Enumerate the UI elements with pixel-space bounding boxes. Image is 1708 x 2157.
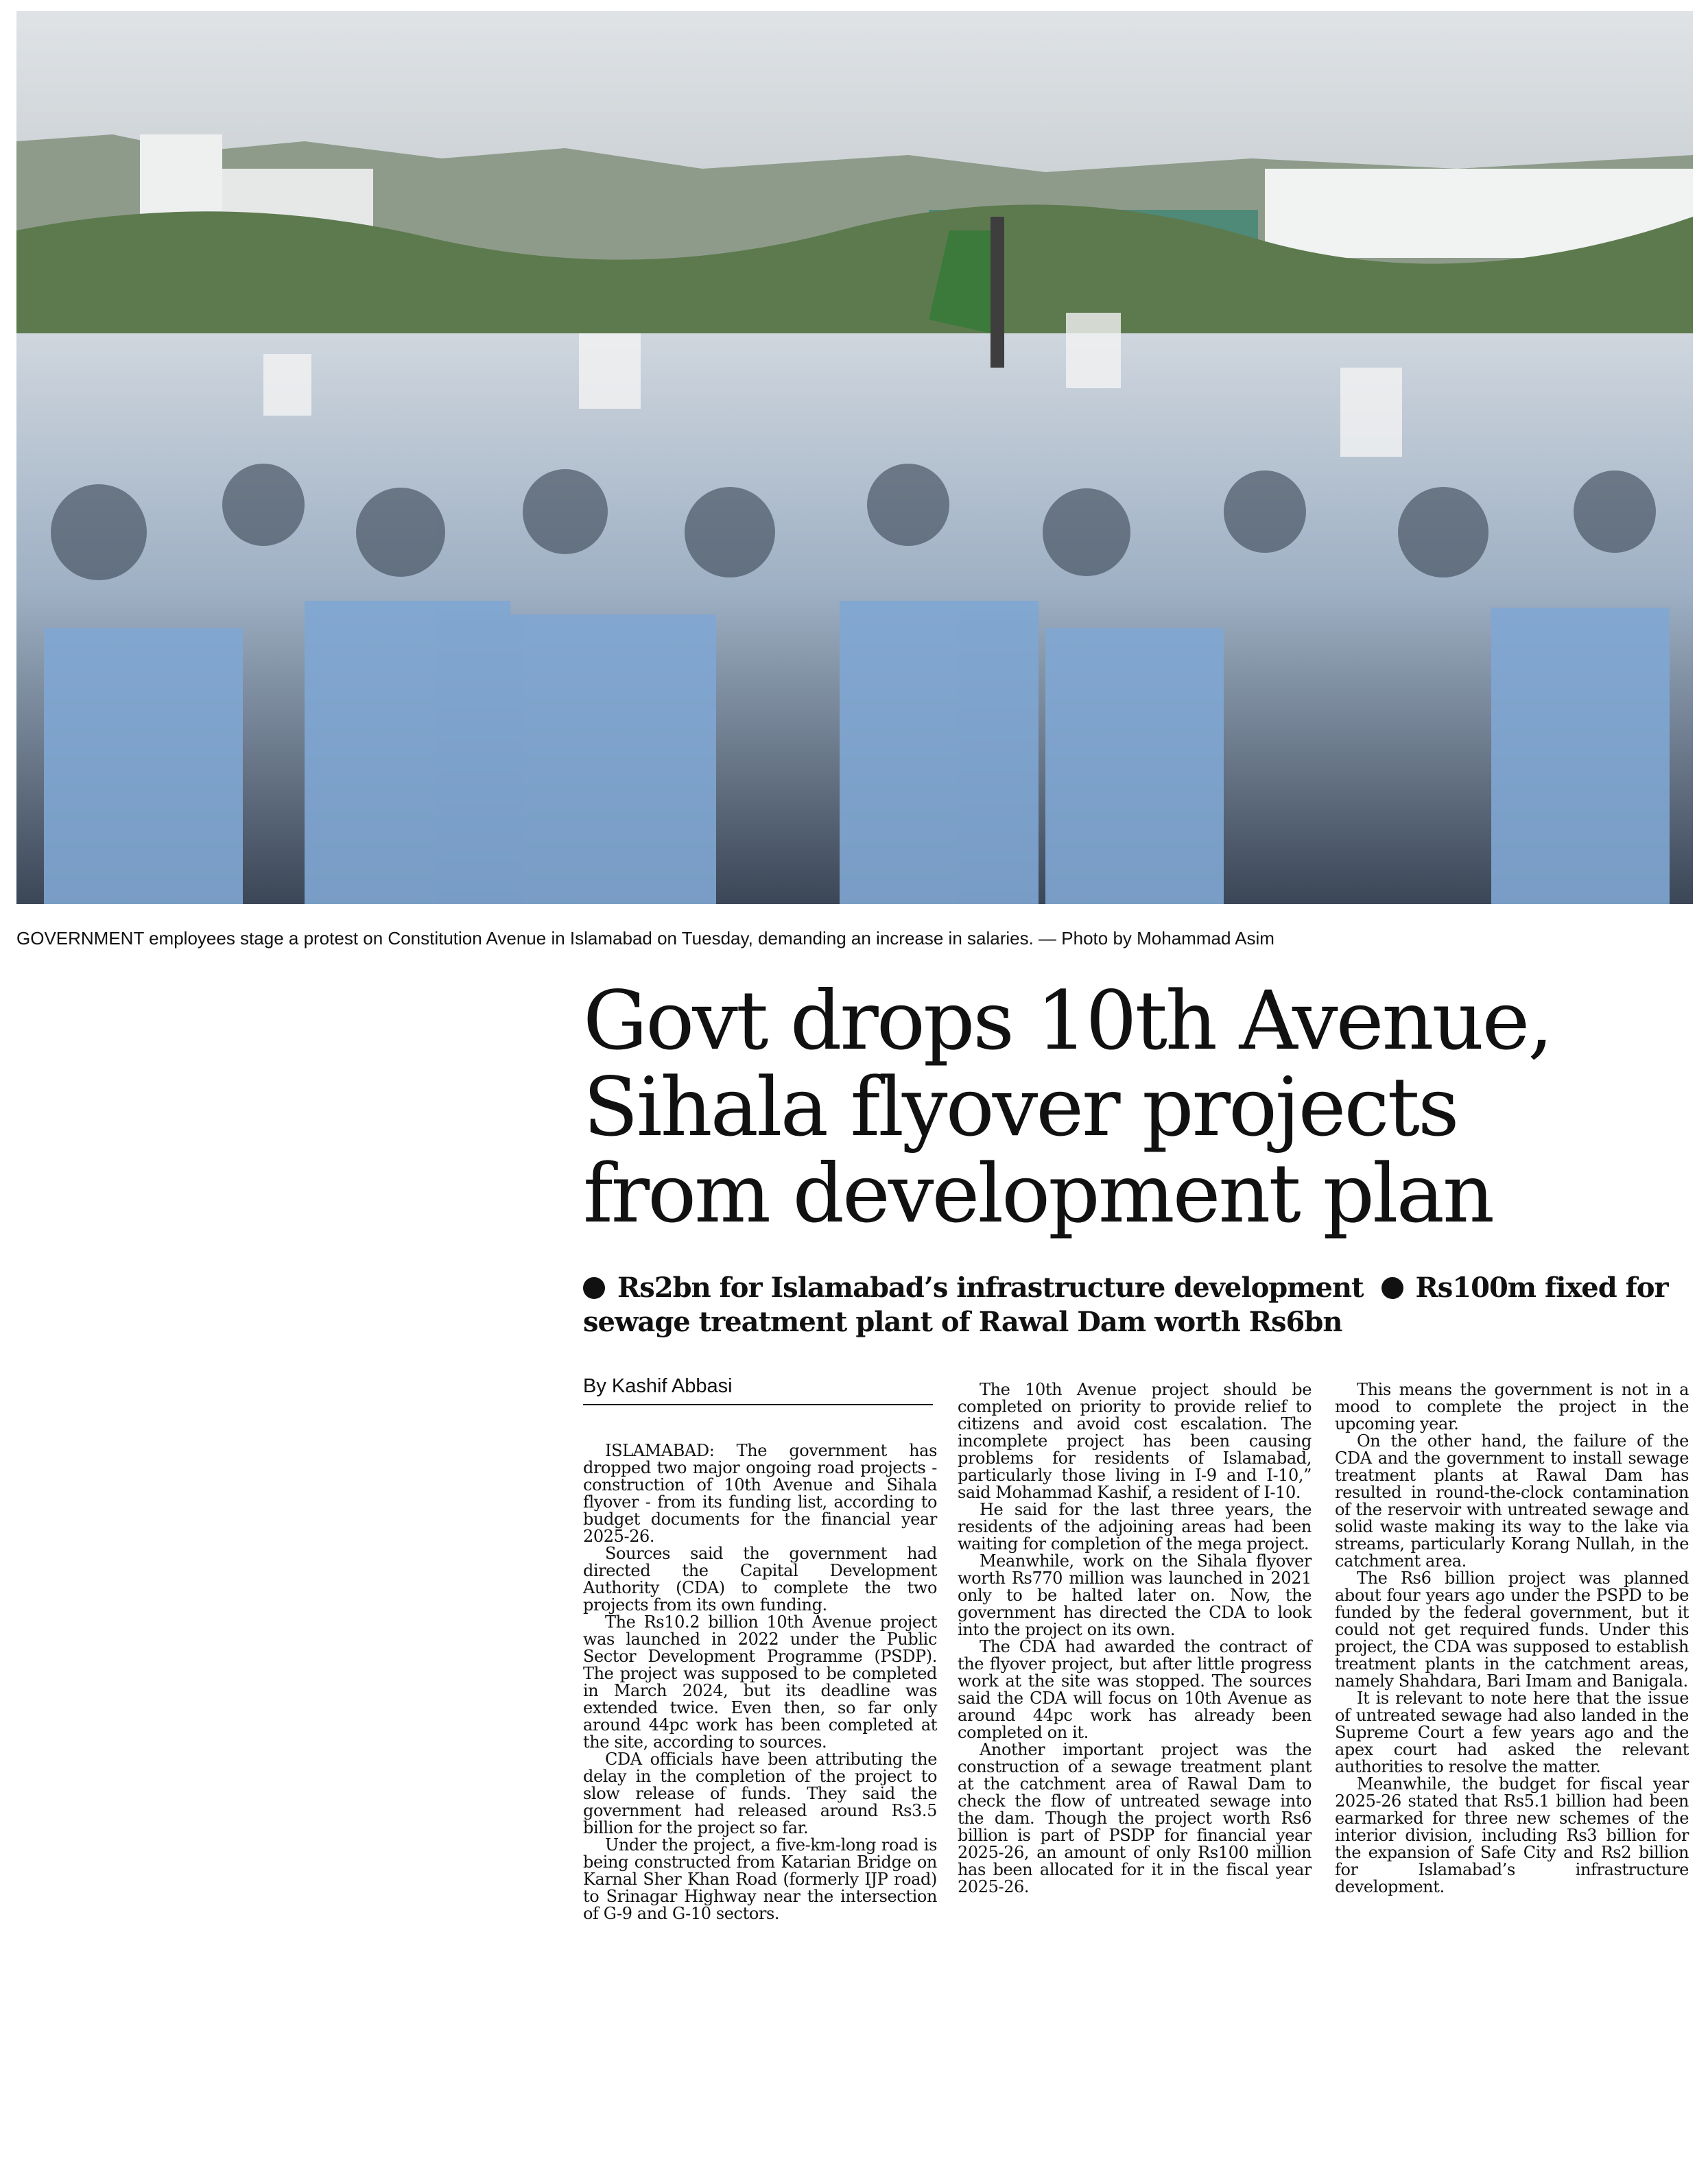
article-column-2 bbox=[958, 1381, 1312, 1896]
headline bbox=[583, 973, 1694, 1241]
paragraph: The 10th Avenue project should be completed on priority to provide relief to citizens and avoid cost escalation. The incomplete project has been causing problems for residents of Islamabad, particularly those living in I-9 and I-10,” said Mohammad Kashif, a resident of I-10. bbox=[958, 1380, 1312, 1502]
paragraph: Another important project was the construction of a sewage treatment plant at the catchment area of Rawal Dam to check the flow of untreated sewage into the dam. Though the project worth Rs6 billion is part of PSDP for financial year 2025-26, an amount of only Rs100 million has been allocated for it in the fiscal year 2025-26. bbox=[958, 1740, 1312, 1896]
news-photo bbox=[16, 11, 1693, 904]
deck-point-2a: Rs100m fixed for bbox=[1415, 1272, 1668, 1304]
paragraph: ISLAMABAD: The government has dropped two major ongoing road projects - construction of 10th Avenue and Sihala flyover - from its funding list, according to budget documents for the financial year 2025-26. bbox=[583, 1441, 937, 1546]
paragraph: CDA officials have been attributing the delay in the completion of the project to slow release of funds. They said the government had released around Rs3.5 billion for the project so far. bbox=[583, 1750, 937, 1837]
headline-line: Govt drops 10th Avenue, bbox=[583, 973, 1552, 1068]
article-column-1 bbox=[583, 1442, 937, 1922]
paragraph: The CDA had awarded the contract of the flyover project, but after little progress work at the site was stopped. The sources said the CDA will focus on 10th Avenue as around 44pc work has already been completed on it. bbox=[958, 1637, 1312, 1742]
headline-line: Sihala flyover projects bbox=[583, 1060, 1458, 1154]
paragraph: Meanwhile, work on the Sihala flyover worth Rs770 million was launched in 2021 only to be halted later on. Now, the government has directed the CDA to look into the project on its own. bbox=[958, 1551, 1312, 1639]
paragraph: He said for the last three years, the residents of the adjoining areas had been waiting for completion of the mega project. bbox=[958, 1500, 1312, 1553]
protest-crowd-photo-icon bbox=[16, 11, 1693, 904]
deck-point-1: Rs2bn for Islamabad’s infrastructure development bbox=[617, 1272, 1364, 1304]
paragraph: On the other hand, the failure of the CDA and the government to install sewage treatment plants at Rawal Dam has resulted in round-the-clock contamination of the reservoir with untreated sewage and solid waste making its way to the lake via streams, particularly Korang Nullah, in the catchment area. bbox=[1335, 1431, 1689, 1571]
paragraph: It is relevant to note here that the issue of untreated sewage had also landed in the Supreme Court a few years ago and the apex court had asked the relevant authorities to resolve the matter. bbox=[1335, 1689, 1689, 1776]
headline-line: from development plan bbox=[583, 1146, 1493, 1241]
bullet-icon bbox=[1381, 1277, 1403, 1299]
photo-caption: GOVERNMENT employees stage a protest on Constitution Avenue in Islamabad on Tuesday, demanding an increase in salaries. — Photo by Mohammad Asim bbox=[16, 928, 1274, 949]
subheadline bbox=[583, 1271, 1694, 1339]
deck-point-2b: sewage treatment plant of Rawal Dam worth Rs6bn bbox=[583, 1306, 1342, 1338]
paragraph: The Rs10.2 billion 10th Avenue project was launched in 2022 under the Public Sector Development Programme (PSDP). The project was supposed to be completed in March 2024, but its deadline was extended twice. Even then, so far only around 44pc work has been completed at the site, according to sources. bbox=[583, 1612, 937, 1752]
paragraph: Sources said the government had directed the Capital Development Authority (CDA) to complete the two projects from its own funding. bbox=[583, 1544, 937, 1614]
paragraph: The Rs6 billion project was planned about four years ago under the PSPD to be funded by the federal government, but it could not get required funds. Under this project, the CDA was supposed to establish treatment plants in the catchment areas, namely Shahdara, Bari Imam and Banigala. bbox=[1335, 1569, 1689, 1691]
paragraph: Meanwhile, the budget for fiscal year 2025-26 stated that Rs5.1 billion had been earmarked for three new schemes of the interior division, including Rs3 billion for the expansion of Safe City and Rs2 billion for Islamabad’s infrastructure development. bbox=[1335, 1774, 1689, 1896]
paragraph: Under the project, a five-km-long road is being constructed from Katarian Bridge on Karnal Sher Khan Road (formerly IJP road) to Srinagar Highway near the intersection of G-9 and G-10 sectors. bbox=[583, 1835, 937, 1923]
article-column-3 bbox=[1335, 1381, 1689, 1896]
paragraph: This means the government is not in a mood to complete the project in the upcoming year. bbox=[1335, 1380, 1689, 1433]
byline: By Kashif Abbasi bbox=[583, 1374, 933, 1405]
bullet-icon bbox=[583, 1277, 605, 1299]
